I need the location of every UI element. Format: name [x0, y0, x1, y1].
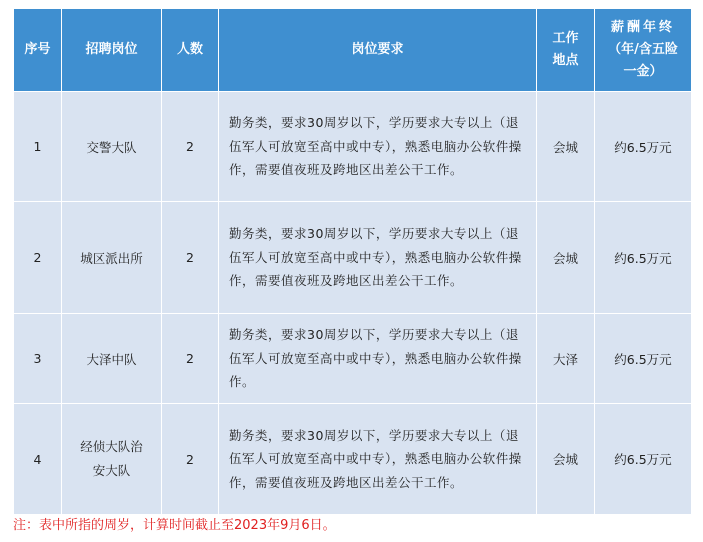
header-salary-line: 薪酬年终 — [610, 20, 675, 35]
table-row — [14, 404, 692, 515]
table-header-row — [14, 9, 692, 92]
cell-salary: 约6.5万元 — [595, 92, 692, 202]
cell-position: 城区派出所 — [62, 202, 162, 314]
header-index: 序号 — [14, 9, 62, 92]
header-location — [537, 9, 595, 92]
cell-position: 大泽中队 — [62, 314, 162, 404]
cell-requirements: 勤务类，要求30周岁以下，学历要求大专以上（退伍军人可放宽至高中或中专），熟悉电脑办公软件操作。 — [219, 314, 537, 404]
recruitment-table — [13, 8, 692, 515]
cell-count: 2 — [162, 92, 219, 202]
header-position: 招聘岗位 — [62, 9, 162, 92]
cell-location: 会城 — [537, 202, 595, 314]
cell-requirements: 勤务类，要求30周岁以下，学历要求大专以上（退伍军人可放宽至高中或中专），熟悉电脑办公软件操作，需要值夜班及跨地区出差公干工作。 — [219, 404, 537, 515]
header-location-line: 地点 — [552, 53, 579, 68]
cell-index: 2 — [14, 202, 62, 314]
cell-index: 4 — [14, 404, 62, 515]
cell-location: 会城 — [537, 92, 595, 202]
header-count: 人数 — [162, 9, 219, 92]
cell-location: 会城 — [537, 404, 595, 515]
cell-count: 2 — [162, 404, 219, 515]
table-row — [14, 92, 692, 202]
cell-salary: 约6.5万元 — [595, 202, 692, 314]
header-salary-line: 一金） — [623, 64, 663, 79]
header-location-line: 工作 — [552, 31, 579, 46]
cell-salary: 约6.5万元 — [595, 314, 692, 404]
cell-count: 2 — [162, 314, 219, 404]
cell-requirements: 勤务类，要求30周岁以下，学历要求大专以上（退伍军人可放宽至高中或中专），熟悉电脑办公软件操作，需要值夜班及跨地区出差公干工作。 — [219, 202, 537, 314]
cell-index: 3 — [14, 314, 62, 404]
cell-index: 1 — [14, 92, 62, 202]
cell-position: 经侦大队治安大队 — [62, 404, 162, 515]
header-requirements: 岗位要求 — [219, 9, 537, 92]
cell-salary: 约6.5万元 — [595, 404, 692, 515]
cell-position: 交警大队 — [62, 92, 162, 202]
table-row — [14, 202, 692, 314]
header-salary-line: （年/含五险 — [608, 42, 678, 57]
cell-location: 大泽 — [537, 314, 595, 404]
cell-requirements: 勤务类，要求30周岁以下，学历要求大专以上（退伍军人可放宽至高中或中专），熟悉电脑办公软件操作，需要值夜班及跨地区出差公干工作。 — [219, 92, 537, 202]
footnote: 注：表中所指的周岁，计算时间截止至2023年9月6日。 — [13, 518, 336, 533]
header-salary — [595, 9, 692, 92]
cell-count: 2 — [162, 202, 219, 314]
table-row — [14, 314, 692, 404]
